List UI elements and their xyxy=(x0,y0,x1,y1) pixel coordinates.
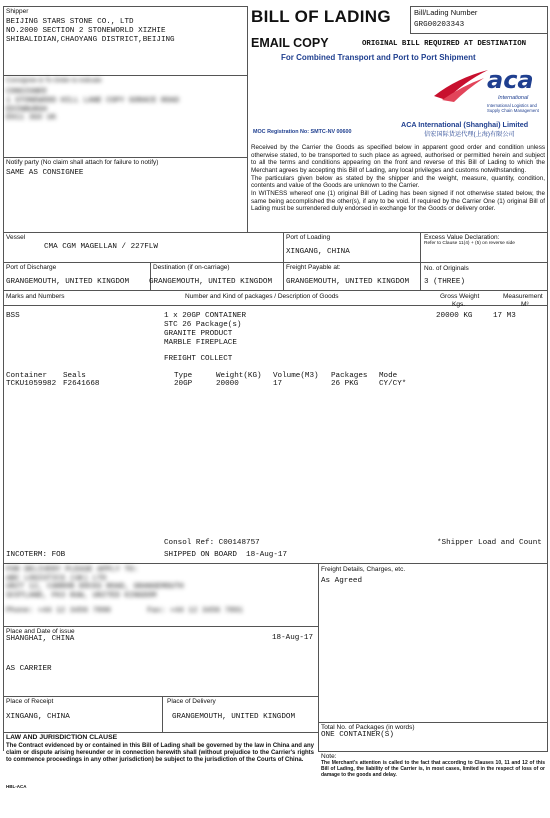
pod-label: Port of Discharge xyxy=(6,264,57,271)
divider xyxy=(3,305,548,306)
agent-line: ABC LOGISTICS (UK) LTD xyxy=(6,574,107,583)
consignee-block xyxy=(6,77,236,123)
col-header-weight: Weight(KG) xyxy=(216,372,262,380)
col-header-packages: Packages xyxy=(331,372,368,380)
receipt-label: Place of Receipt xyxy=(6,698,54,705)
freight-collect: FREIGHT COLLECT xyxy=(164,355,233,363)
divider xyxy=(3,232,548,233)
consol-ref: Consol Ref: C00148757 xyxy=(164,539,260,547)
divider xyxy=(283,232,284,290)
consignee-label: Consignee & To Order to indicate xyxy=(6,77,102,84)
form-code: HBL-ACA xyxy=(6,784,27,789)
shipper-label: Shipper xyxy=(6,8,29,15)
issue-date: 18-Aug-17 xyxy=(272,634,314,642)
email-copy: EMAIL COPY xyxy=(251,36,329,50)
agent-line: SCOTLAND, FK3 8UW, UNITED KINGDOM xyxy=(6,592,157,601)
note-label: Note: xyxy=(321,753,337,760)
col-header-type: Type xyxy=(174,372,193,380)
freight-details-value: As Agreed xyxy=(321,577,363,585)
marks-label: Marks and Numbers xyxy=(6,293,65,300)
issue-label: Place and Date of issue xyxy=(6,628,75,635)
notify-value: SAME AS CONSIGNEE xyxy=(6,169,84,177)
freight-payable-value: GRANGEMOUTH, UNITED KINGDOM xyxy=(286,278,410,286)
company-name: ACA International (Shanghai) Limited xyxy=(401,120,529,129)
shipper-line-3: SHIBALIDIAN,CHAOYANG DISTRICT,BEIJING xyxy=(6,36,175,44)
original-required: ORIGINAL BILL REQUIRED AT DESTINATION xyxy=(362,40,527,48)
desc-line-3: GRANITE PRODUCT xyxy=(164,330,233,338)
agent-line: FOR DELIVERY PLEASE APPLY TO: xyxy=(6,566,139,574)
delivery-value: GRANGEMOUTH, UNITED KINGDOM xyxy=(172,713,296,721)
container-weight: 20000 xyxy=(216,380,239,388)
divider xyxy=(3,626,319,627)
logo-tagline: International xyxy=(498,95,529,101)
desc-line-4: MARBLE FIREPLACE xyxy=(164,339,237,347)
excess-note: Refer to Clause 11(4) + (5) on reverse side xyxy=(424,241,515,246)
container-type: 20GP xyxy=(174,380,193,388)
divider xyxy=(3,563,548,564)
shipped-on-board: SHIPPED ON BOARD 18-Aug-17 xyxy=(164,551,288,559)
measurement-unit: M³ xyxy=(521,301,529,308)
desc-line-2: STC 26 Package(s) xyxy=(164,321,242,329)
container-volume: 17 xyxy=(273,380,283,388)
border-left xyxy=(3,6,4,751)
carrier-terms xyxy=(251,144,545,230)
agent-line: UNIT 12, CARRON DOCKS ROAD, GRANGEMOUTH xyxy=(6,583,184,592)
total-packages-label: Total No. of Packages (in words) xyxy=(321,724,415,731)
divider xyxy=(3,75,248,76)
divider xyxy=(162,696,163,732)
divider xyxy=(3,732,319,733)
border-top xyxy=(3,6,248,7)
subtitle: For Combined Transport and Port to Port Shipment xyxy=(281,53,476,62)
bl-number-label: Bill/Lading Number xyxy=(414,8,478,17)
logo-sub2: Supply Chain Management xyxy=(487,108,539,113)
terms-paragraph-1: Received by the Carrier the Goods as specified below in apparent good order and condition unless otherwise stated, to be transported to such place as agreed, authorised or permitted herein and subject to all the terms and conditions appearing on the front and reverse of this Bill of Lading to which the Merchant agrees by accepting this Bill of Lading, any local privileges and customs notwithstanding. xyxy=(251,144,545,175)
border-right xyxy=(547,6,548,751)
pod-value: GRANGEMOUTH, UNITED KINGDOM xyxy=(6,278,130,286)
consignee-line: EH11 3GX UK xyxy=(6,114,57,123)
bl-number-box xyxy=(410,6,548,34)
originals-label: No. of Originals xyxy=(424,265,469,272)
consignee-line: EDINBURGH xyxy=(6,105,48,114)
receipt-value: XINGANG, CHINA xyxy=(6,713,70,721)
total-packages-value: ONE CONTAINER(S) xyxy=(321,731,394,739)
divider xyxy=(247,6,248,232)
logo-sub1: International Logistics and xyxy=(487,103,537,108)
freight-details-label: Freight Details, Charges, etc. xyxy=(321,566,406,573)
logo-name: aca xyxy=(487,66,534,94)
consignee-line: CONSIGNEE xyxy=(6,88,48,97)
gross-weight-unit: Kgs. xyxy=(452,301,466,308)
gross-weight-value: 20000 KG xyxy=(436,312,473,320)
col-header-mode: Mode xyxy=(379,372,398,380)
container-number: TCKU1059982 xyxy=(6,380,57,388)
divider xyxy=(3,290,548,291)
desc-line-1: 1 x 20GP CONTAINER xyxy=(164,312,247,320)
gross-weight-label: Gross Weight xyxy=(440,293,480,300)
shipper-line-1: BEIJING STARS STONE CO., LTD xyxy=(6,18,134,26)
agent-line: Phone: +44 12 3456 7890 Fax: +44 12 3456 7891 xyxy=(6,606,243,615)
delivery-label: Place of Delivery xyxy=(167,698,216,705)
moc-registration: MOC Registration No: SMTC-NV 00600 xyxy=(253,129,352,135)
delivery-agent-block xyxy=(6,566,306,616)
notify-label: Notify party (No claim shall attach for failure to notify) xyxy=(6,159,159,166)
consignee-line: 1 STONEWOOD HILL LANE COPY GORACE ROAD xyxy=(6,96,180,105)
container-packages: 26 PKG xyxy=(331,380,359,388)
terms-paragraph-2: The particulars given below as stated by the shipper and the weight, measure, quantity, condition, contents and value of the Goods are unknown to the Carrier. xyxy=(251,174,545,190)
divider xyxy=(318,751,548,752)
pol-value: XINGANG, CHINA xyxy=(286,248,350,256)
bl-number: GRG00203343 xyxy=(414,21,465,29)
vessel-value: CMA CGM MAGELLAN / 227FLW xyxy=(44,243,158,251)
originals-value: 3 (THREE) xyxy=(424,278,466,286)
container-mode: CY/CY* xyxy=(379,380,407,388)
doc-title: BILL OF LADING xyxy=(251,7,391,26)
packages-label: Number and Kind of packages / Description of Goods xyxy=(185,293,339,300)
divider xyxy=(3,262,548,263)
law-title: LAW AND JURISDICTION CLAUSE xyxy=(6,734,118,741)
shipper-load-count: *Shipper Load and Count xyxy=(437,539,542,547)
destination-label: Destination (if on-carriage) xyxy=(153,264,230,271)
seal-number: F2641668 xyxy=(63,380,100,388)
col-header-seals: Seals xyxy=(63,372,86,380)
terms-paragraph-3: In WITNESS whereof one (1) original Bill of Lading has been signed if not otherwise stated below, the same being accomplished the other(s), if any to be void. If required by the Carrier One (1) original Bill of Lading must be surrendered duly endorsed in exchange for the Goods or delivery order. xyxy=(251,190,545,213)
shipper-line-2: NO.2000 SECTION 2 STONEWORLD XIZHIE xyxy=(6,27,166,35)
divider xyxy=(3,157,248,158)
issue-place: SHANGHAI, CHINA xyxy=(6,635,75,643)
pol-label: Port of Loading xyxy=(286,234,331,241)
excess-label: Excess Value Declaration: xyxy=(424,234,500,241)
divider xyxy=(3,696,319,697)
marks-value: BSS xyxy=(6,312,20,320)
law-text: The Contract evidenced by or contained in this Bill of Lading shall be governed by the law in China and any claim or dispute arising hereunder or in connection herewith shall (without prejudice to the Carrier's rights to commence proceedings in any other jurisdiction) be subject to the jurisdiction of the Courts of China. xyxy=(6,743,314,764)
vessel-label: Vessel xyxy=(6,234,26,241)
divider xyxy=(318,722,548,723)
company-name-cn: 信宏国际货运代理(上海)有限公司 xyxy=(424,131,515,138)
measurement-label: Measurement xyxy=(503,293,543,300)
divider xyxy=(420,232,421,290)
note-text: The Merchant's attention is called to the fact that according to Clauses 10, 11 and 12 of this Bill of Lading, the liability of the Carrier is, in most cases, limited in the respect of loss of or damage to the goods and delay. xyxy=(321,760,545,779)
measurement-value: 17 M3 xyxy=(493,312,516,320)
incoterm: INCOTERM: FOB xyxy=(6,551,66,559)
as-carrier: AS CARRIER xyxy=(6,665,52,673)
freight-payable-label: Freight Payable at: xyxy=(286,264,341,271)
col-header-volume: Volume(M3) xyxy=(273,372,319,380)
col-header-container: Container xyxy=(6,372,48,380)
aca-swoosh-icon xyxy=(432,66,492,104)
destination-value: GRANGEMOUTH, UNITED KINGDOM xyxy=(149,278,273,286)
